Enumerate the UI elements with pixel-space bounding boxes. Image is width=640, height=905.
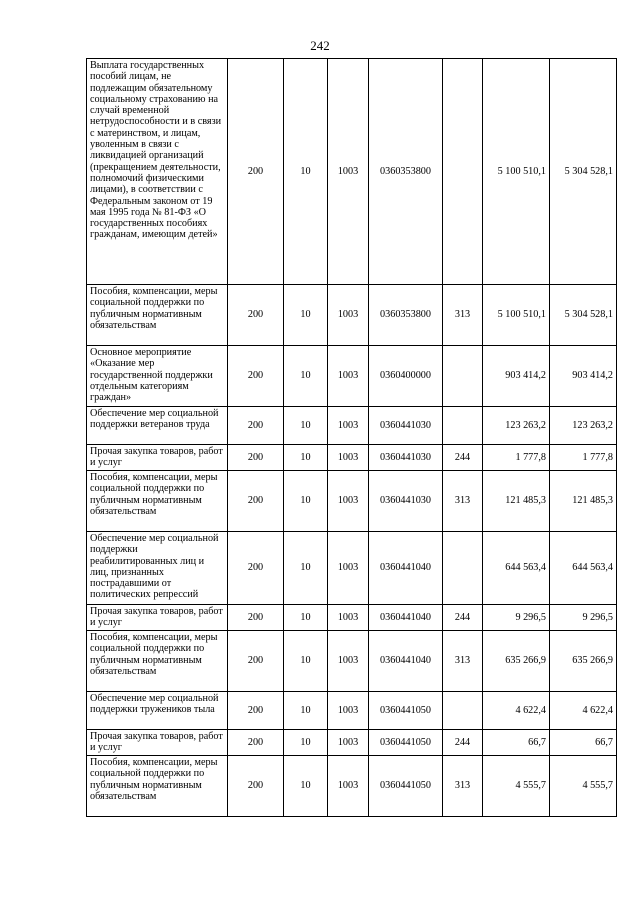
col-value-2: 903 414,2 [550,346,617,407]
col-code-3: 1003 [328,407,369,445]
table-row [87,605,617,631]
col-value-2: 4 622,4 [550,692,617,730]
col-value-1: 903 414,2 [483,346,550,407]
table-row [87,285,617,346]
col-code-2: 10 [284,756,328,817]
col-code-5: 244 [443,730,483,756]
table-row [87,407,617,445]
col-code-1: 200 [228,346,284,407]
row-name: Прочая закупка товаров, работ и услуг [87,730,228,756]
col-value-1: 4 555,7 [483,756,550,817]
col-code-2: 10 [284,346,328,407]
col-value-1: 1 777,8 [483,445,550,471]
col-value-1: 123 263,2 [483,407,550,445]
col-code-5: 244 [443,605,483,631]
col-value-1: 66,7 [483,730,550,756]
col-code-1: 200 [228,631,284,692]
row-name: Пособия, компенсации, меры социальной поддержки по публичным нормативным обязательствам [87,631,228,692]
col-code-1: 200 [228,407,284,445]
row-name: Обеспечение мер социальной поддержки ветеранов труда [87,407,228,445]
col-value-1: 5 100 510,1 [483,59,550,285]
col-value-1: 644 563,4 [483,532,550,605]
table-row [87,730,617,756]
col-code-1: 200 [228,532,284,605]
col-code-2: 10 [284,730,328,756]
table-row [87,631,617,692]
col-code-3: 1003 [328,605,369,631]
col-value-2: 123 263,2 [550,407,617,445]
col-value-2: 644 563,4 [550,532,617,605]
col-code-1: 200 [228,59,284,285]
col-code-4: 0360441030 [369,471,443,532]
col-code-2: 10 [284,631,328,692]
row-name: Пособия, компенсации, меры социальной поддержки по публичным нормативным обязательствам [87,471,228,532]
row-name: Выплата государственных пособий лицам, не подлежащим обязательному социальному страхованию на случай временной нетрудоспособности и в связи с материнством, и лицам, уволенным в связи с ликвидацией организаций (прекращением деятельности, полномочий физическими лицами), в соответствии с Федеральным законом от 19 мая 1995 года № 81-ФЗ «О государственных пособиях гражданам, имеющим детей» [87,59,228,285]
table-row [87,59,617,285]
col-code-1: 200 [228,692,284,730]
col-code-1: 200 [228,756,284,817]
table-row [87,692,617,730]
col-code-3: 1003 [328,471,369,532]
col-code-4: 0360353800 [369,285,443,346]
col-code-2: 10 [284,59,328,285]
col-code-5 [443,692,483,730]
col-code-3: 1003 [328,631,369,692]
col-code-1: 200 [228,471,284,532]
col-code-4: 0360441050 [369,756,443,817]
col-code-3: 1003 [328,59,369,285]
table-row [87,756,617,817]
col-code-2: 10 [284,471,328,532]
row-name: Пособия, компенсации, меры социальной поддержки по публичным нормативным обязательствам [87,756,228,817]
col-code-4: 0360441050 [369,692,443,730]
col-value-2: 5 304 528,1 [550,59,617,285]
col-code-4: 0360400000 [369,346,443,407]
col-value-1: 4 622,4 [483,692,550,730]
col-value-2: 635 266,9 [550,631,617,692]
col-value-1: 9 296,5 [483,605,550,631]
col-code-3: 1003 [328,730,369,756]
col-code-1: 200 [228,605,284,631]
col-code-5: 313 [443,285,483,346]
col-code-4: 0360441050 [369,730,443,756]
col-code-4: 0360441040 [369,605,443,631]
col-code-2: 10 [284,692,328,730]
page-number: 242 [310,38,330,53]
col-code-2: 10 [284,445,328,471]
col-code-5: 313 [443,471,483,532]
col-code-2: 10 [284,605,328,631]
budget-table [86,58,617,817]
col-code-4: 0360441030 [369,407,443,445]
col-value-2: 5 304 528,1 [550,285,617,346]
col-code-4: 0360441040 [369,631,443,692]
col-value-1: 5 100 510,1 [483,285,550,346]
col-code-4: 0360353800 [369,59,443,285]
col-code-2: 10 [284,407,328,445]
col-value-1: 635 266,9 [483,631,550,692]
col-code-2: 10 [284,285,328,346]
row-name: Прочая закупка товаров, работ и услуг [87,605,228,631]
col-code-1: 200 [228,730,284,756]
col-code-4: 0360441030 [369,445,443,471]
col-code-3: 1003 [328,445,369,471]
col-code-5: 244 [443,445,483,471]
row-name: Обеспечение мер социальной поддержки реабилитированных лиц и лиц, признанных пострадавшими от политических репрессий [87,532,228,605]
col-code-4: 0360441040 [369,532,443,605]
row-name: Обеспечение мер социальной поддержки тружеников тыла [87,692,228,730]
table-row [87,532,617,605]
col-code-3: 1003 [328,756,369,817]
col-code-3: 1003 [328,285,369,346]
col-value-2: 4 555,7 [550,756,617,817]
col-code-1: 200 [228,285,284,346]
col-code-5: 313 [443,756,483,817]
col-value-2: 121 485,3 [550,471,617,532]
table-row [87,346,617,407]
col-code-5 [443,407,483,445]
col-code-1: 200 [228,445,284,471]
col-code-2: 10 [284,532,328,605]
col-code-5 [443,346,483,407]
table-row [87,471,617,532]
col-code-3: 1003 [328,692,369,730]
col-code-3: 1003 [328,346,369,407]
row-name: Основное мероприятие «Оказание мер государственной поддержки отдельным категориям граждан» [87,346,228,407]
col-code-5: 313 [443,631,483,692]
table-row [87,445,617,471]
col-code-3: 1003 [328,532,369,605]
col-value-2: 9 296,5 [550,605,617,631]
col-value-2: 1 777,8 [550,445,617,471]
col-code-5 [443,59,483,285]
col-value-1: 121 485,3 [483,471,550,532]
col-code-5 [443,532,483,605]
row-name: Прочая закупка товаров, работ и услуг [87,445,228,471]
row-name: Пособия, компенсации, меры социальной поддержки по публичным нормативным обязательствам [87,285,228,346]
col-value-2: 66,7 [550,730,617,756]
